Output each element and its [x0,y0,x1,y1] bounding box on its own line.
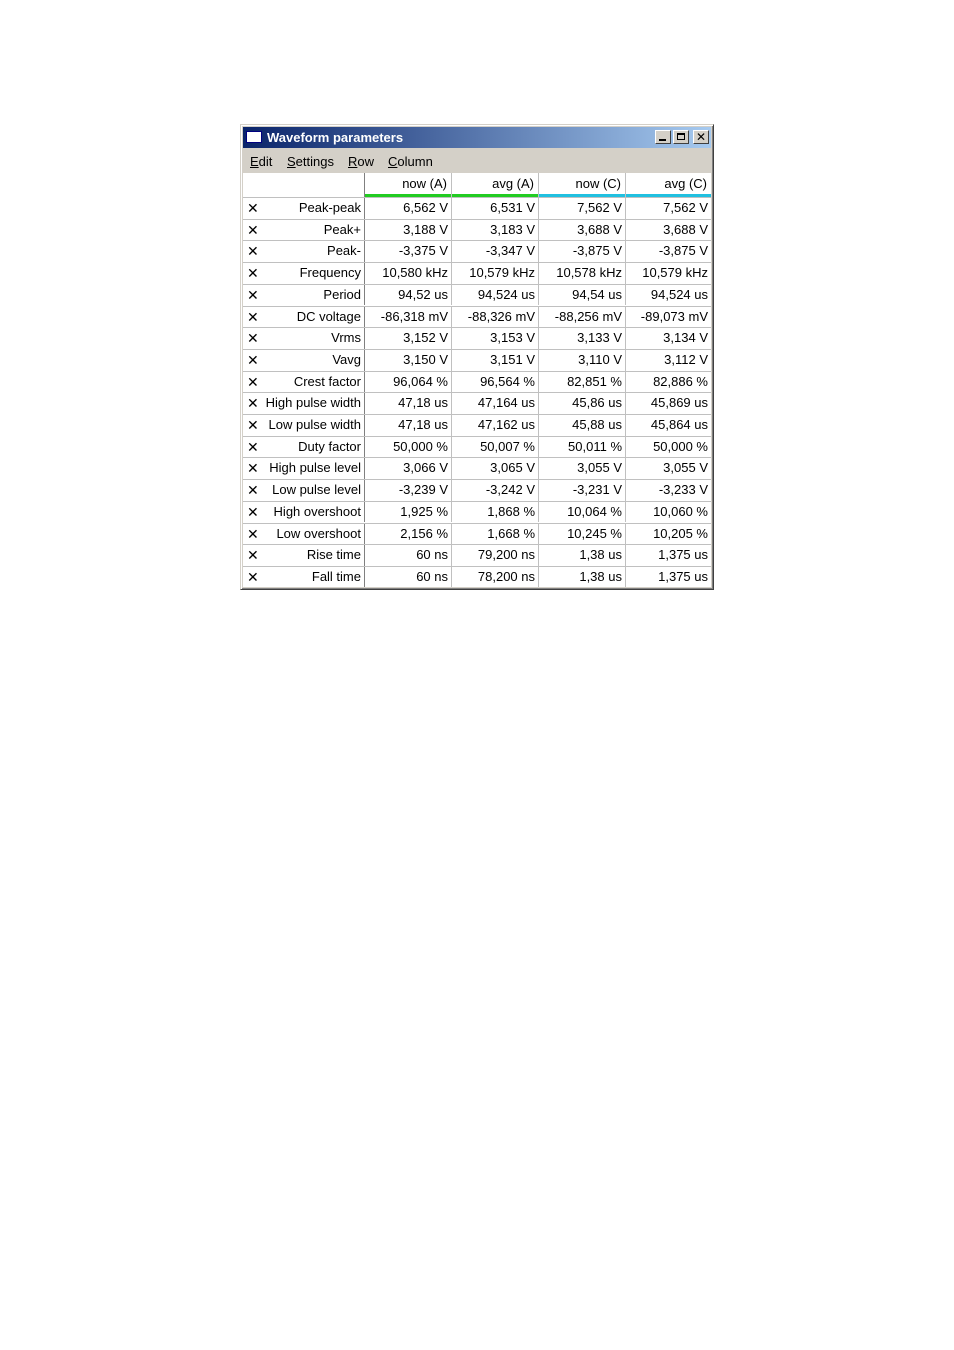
value-cell-avg-c: 10,205 % [653,525,708,541]
menu-edit[interactable]: Edit [250,154,273,169]
row-parameter-name: Peak+ [265,220,365,241]
table-row[interactable] [243,436,711,458]
row-parameter-name: Vrms [265,328,365,349]
table-row[interactable] [243,262,711,284]
value-cell-now-a: -86,318 mV [365,307,452,328]
value-cell-now-a: 3,188 V [365,220,452,241]
row-parameter-name: Crest factor [265,372,365,393]
table-row[interactable] [243,523,711,545]
column-header-now-a[interactable]: now (A) [365,173,452,197]
value-cell-avg-a: -88,326 mV [452,307,539,328]
remove-row-icon[interactable]: ✕ [247,525,259,542]
menu-row[interactable]: Row [348,154,375,169]
close-button[interactable] [693,130,709,144]
value-cell-now-a: 1,925 % [365,502,452,523]
value-cell-now-c: 45,88 us [539,415,626,436]
remove-row-icon[interactable]: ✕ [247,460,259,477]
value-cell-avg-a: 47,162 us [452,415,539,436]
value-cell-avg-c: 45,864 us [650,417,708,432]
row-parameter-name: Fall time [265,567,365,587]
table-row[interactable] [243,371,711,393]
value-cell-avg-c: 82,886 % [653,373,708,389]
table-row[interactable] [243,414,711,436]
value-cell-now-a: 96,064 % [365,372,452,393]
table-row[interactable] [243,392,711,414]
close-icon: ✕ [695,130,707,144]
remove-row-icon[interactable]: ✕ [247,351,259,368]
value-cell-avg-a: 78,200 ns [452,567,539,587]
remove-row-icon[interactable]: ✕ [247,395,259,412]
menu-column[interactable]: Column [388,154,433,169]
row-parameter-name: Low pulse level [265,480,365,501]
value-cell-avg-a: 96,564 % [452,372,539,393]
value-cell-avg-c: 3,055 V [663,460,708,476]
table-row[interactable] [243,197,711,219]
value-cell-avg-c: 3,134 V [663,330,708,346]
value-cell-avg-c: -89,073 mV [640,308,708,324]
value-cell-avg-c: 3,112 V [664,351,708,367]
row-parameter-name: Low overshoot [265,524,365,545]
menu-bar [243,150,711,172]
value-cell-avg-a: 47,164 us [452,393,539,414]
column-header-now-c[interactable]: now (C) [539,173,626,197]
table-row[interactable] [243,240,711,262]
column-header-avg-c[interactable]: avg (C) [626,173,711,197]
value-cell-now-a: 47,18 us [365,393,452,414]
remove-row-icon[interactable]: ✕ [247,373,259,390]
value-cell-avg-a: 3,151 V [452,350,539,371]
remove-row-icon[interactable]: ✕ [247,243,259,260]
value-cell-now-c: 7,562 V [539,198,626,219]
value-cell-now-c: 3,055 V [539,458,626,479]
value-cell-avg-c: 10,060 % [653,503,708,519]
value-cell-now-c: -3,231 V [539,480,626,501]
value-cell-avg-a: 3,065 V [452,458,539,479]
window-title: Waveform parameters [267,130,404,145]
menu-settings[interactable]: Settings [287,154,334,169]
row-parameter-name: Duty factor [265,437,365,458]
column-header-avg-a[interactable]: avg (A) [452,173,539,197]
remove-row-icon[interactable]: ✕ [247,221,259,238]
value-cell-now-c: 10,578 kHz [539,263,626,284]
remove-row-icon[interactable]: ✕ [247,438,259,455]
row-parameter-name: Rise time [265,545,365,566]
value-cell-now-c: 10,064 % [539,502,626,523]
value-cell-now-a: 2,156 % [365,524,452,545]
table-row[interactable] [243,349,711,371]
value-cell-avg-a: 3,153 V [452,328,539,349]
row-parameter-name: DC voltage [265,307,365,328]
row-parameter-name: High overshoot [265,502,365,523]
value-cell-avg-a: 1,668 % [452,524,539,545]
value-cell-avg-c: 50,000 % [653,438,708,454]
remove-row-icon[interactable]: ✕ [247,308,259,325]
value-cell-avg-a: 79,200 ns [452,545,539,566]
value-cell-now-c: 94,54 us [539,285,626,306]
row-parameter-name: Peak- [265,241,365,262]
value-cell-avg-c: 45,869 us [650,395,708,411]
row-parameter-name: Vavg [265,350,365,371]
table-row[interactable] [243,544,711,566]
row-parameter-name: Period [265,285,365,306]
value-cell-avg-a: -3,347 V [452,241,539,262]
value-cell-avg-c: 1,375 us [658,547,708,563]
remove-row-icon[interactable]: ✕ [247,330,259,347]
value-cell-now-c: 3,110 V [539,350,626,371]
value-cell-avg-a: 10,579 kHz [452,263,539,284]
remove-row-icon[interactable]: ✕ [247,482,259,499]
value-cell-now-c: 3,688 V [539,220,626,241]
minimize-icon [659,139,666,141]
value-cell-avg-a: 50,007 % [452,437,539,458]
value-cell-avg-a: 94,524 us [452,285,539,306]
remove-row-icon[interactable]: ✕ [247,547,259,564]
remove-row-icon[interactable]: ✕ [247,417,259,433]
value-cell-now-a: -3,375 V [365,241,452,262]
value-cell-avg-a: 3,183 V [452,220,539,241]
value-cell-avg-c: 1,375 us [658,568,708,584]
remove-row-icon[interactable]: ✕ [247,503,259,520]
minimize-button[interactable] [655,130,671,144]
value-cell-now-c: 1,38 us [539,567,626,587]
value-cell-now-a: 3,152 V [365,328,452,349]
remove-row-icon[interactable]: ✕ [247,265,259,282]
value-cell-avg-a: 6,531 V [452,198,539,219]
table-row[interactable] [243,284,711,306]
header-row [243,173,711,197]
value-cell-now-c: 3,133 V [539,328,626,349]
table-row[interactable] [243,566,711,587]
value-cell-avg-c: 3,688 V [663,221,708,237]
value-cell-now-a: 47,18 us [365,415,452,436]
value-cell-now-c: -88,256 mV [539,307,626,328]
value-cell-now-c: 45,86 us [539,393,626,414]
table-row[interactable] [243,479,711,501]
window-icon [246,131,262,143]
value-cell-now-a: 6,562 V [365,198,452,219]
value-cell-avg-c: 94,524 us [650,286,708,302]
value-cell-now-c: -3,875 V [539,241,626,262]
remove-row-icon[interactable]: ✕ [247,200,259,216]
table-row[interactable] [243,327,711,349]
value-cell-avg-c: 7,562 V [663,200,708,215]
value-cell-avg-a: -3,242 V [452,480,539,501]
header-corner [243,173,365,197]
title-bar[interactable] [243,127,711,148]
parameters-grid [243,173,711,587]
row-parameter-name: Frequency [265,263,365,284]
row-parameter-name: Low pulse width [265,415,365,436]
value-cell-now-a: 94,52 us [365,285,452,306]
value-cell-avg-c: 10,579 kHz [642,265,708,281]
value-cell-avg-a: 1,868 % [452,502,539,523]
row-parameter-name: High pulse width [265,393,365,414]
value-cell-now-a: 3,150 V [365,350,452,371]
maximize-button[interactable] [673,130,689,144]
value-cell-now-c: 1,38 us [539,545,626,566]
waveform-parameters-window [240,124,714,590]
maximize-icon [677,133,685,140]
value-cell-now-c: 50,011 % [539,437,626,458]
value-cell-avg-c: -3,233 V [658,482,708,498]
value-cell-now-a: 50,000 % [365,437,452,458]
value-cell-now-c: 10,245 % [539,524,626,545]
table-row[interactable] [243,219,711,241]
table-row[interactable] [243,457,711,479]
value-cell-now-a: 10,580 kHz [365,263,452,284]
remove-row-icon[interactable]: ✕ [247,568,259,585]
value-cell-now-a: 60 ns [365,545,452,566]
value-cell-now-a: 60 ns [365,567,452,587]
row-parameter-name: High pulse level [265,458,365,479]
remove-row-icon[interactable]: ✕ [247,286,259,303]
table-row[interactable] [243,306,711,328]
value-cell-avg-c: -3,875 V [658,243,708,259]
row-parameter-name: Peak-peak [265,198,365,219]
value-cell-now-a: -3,239 V [365,480,452,501]
value-cell-now-c: 82,851 % [539,372,626,393]
value-cell-now-a: 3,066 V [365,458,452,479]
table-row[interactable] [243,501,711,523]
